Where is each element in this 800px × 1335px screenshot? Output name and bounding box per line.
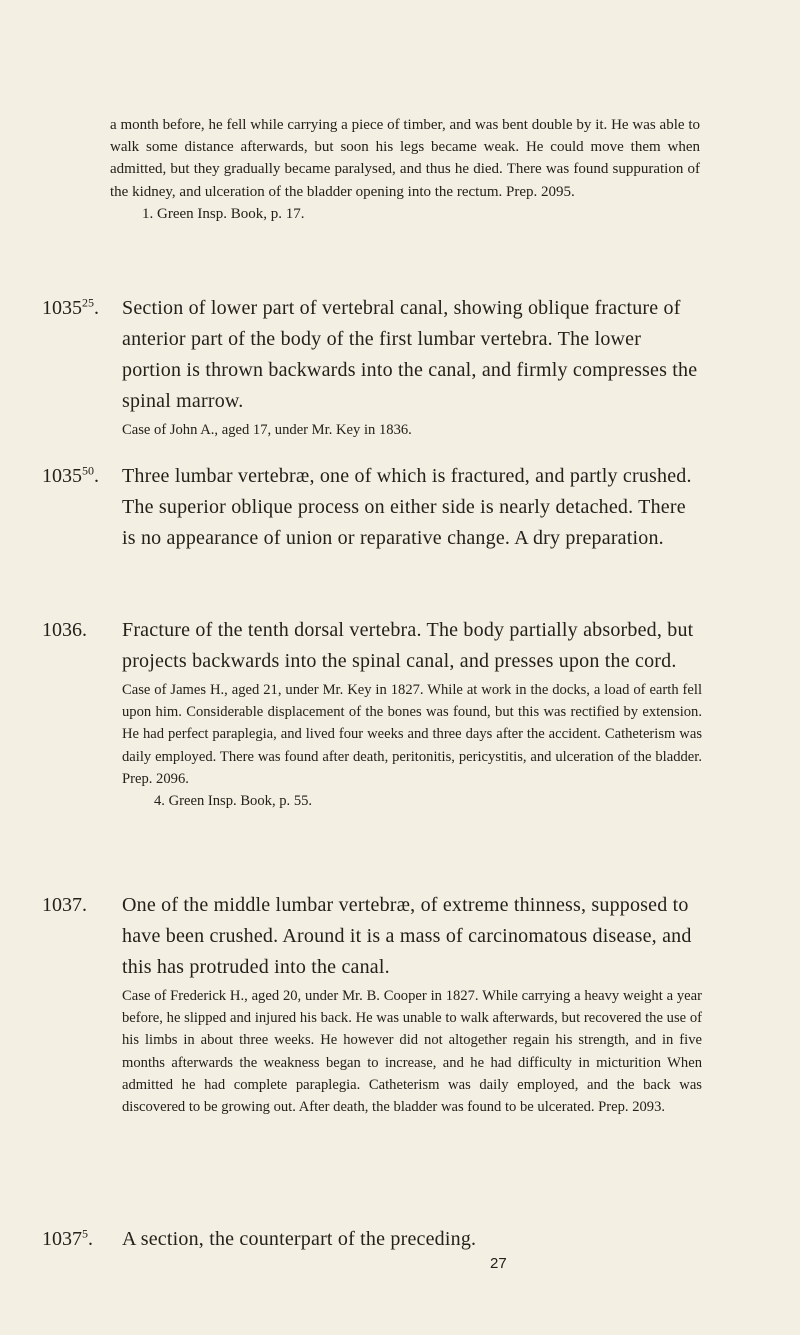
- entry-heading: One of the middle lumbar vertebræ, of extreme thinness, supposed to have been crushed. Around it is a mass of carcinomatous disease, and this has protruded into the canal.: [122, 894, 692, 978]
- catalogue-entry-1037: [42, 890, 702, 1118]
- entry-number: 1037.: [42, 894, 87, 916]
- entry-number: 1035$^{25}$.: [42, 295, 99, 319]
- entry-heading: Section of lower part of vertebral canal, showing oblique fracture of anterior part of the body of the first lumbar vertebra. The lower portion is thrown backwards into the canal, and firmly compresses the spinal marrow.: [122, 297, 698, 412]
- entry-number: 1036.: [42, 619, 87, 641]
- entry-heading: Fracture of the tenth dorsal vertebra. The body partially absorbed, but projects backwards into the spinal canal, and presses upon the cord.: [122, 619, 694, 672]
- page-number: 27: [490, 1255, 507, 1272]
- entry-heading: Three lumbar vertebræ, one of which is fractured, and partly crushed. The superior oblique process on either side is nearly detached. There is no appearance of union or reparative change. A dry preparation.: [122, 465, 692, 549]
- entry-number: 1035$^{50}$.: [42, 463, 99, 487]
- catalogue-entry-1037-5: [42, 1224, 702, 1255]
- intro-reference: 1. Green Insp. Book, p. 17.: [142, 205, 305, 222]
- entry-reference: 4. Green Insp. Book, p. 55.: [154, 793, 313, 810]
- continued-case-text: [110, 114, 700, 225]
- catalogue-entry-1035-50: [42, 461, 702, 554]
- intro-paragraph: a month before, he fell while carrying a piece of timber, and was bent double by it. He was able to walk some distance afterwards, but soon his legs became weak. He could move them when admitted, but they gradually became paralysed, and thus he died. There was found suppuration of the kidney, and ulceration of the bladder opening into the rectum. Prep. 2095.: [110, 117, 700, 200]
- entry-number: 1037$^5$.: [42, 1226, 93, 1250]
- catalogue-entry-1035-25: [42, 293, 702, 441]
- entry-heading: A section, the counterpart of the preceding.: [122, 1228, 477, 1250]
- entry-case-note: Case of James H., aged 21, under Mr. Key in 1827. While at work in the docks, a load of earth fell upon him. Considerable displacement of the bones was found, but this was rectified by extension. He had perfect paraplegia, and lived four weeks and three days after the accident. Catheterism was daily employed. There was found after death, peritonitis, pericystitis, and ulceration of the bladder. Prep. 2096. 4. Green Insp. Book, p. 55.: [122, 679, 702, 812]
- entry-case-note: Case of Frederick H., aged 20, under Mr. B. Cooper in 1827. While carrying a heavy weight a year before, he slipped and injured his back. He was unable to walk afterwards, but recovered the use of his limbs in about three weeks. He however did not altogether regain his strength, and in five months afterwards the weakness began to increase, and he had difficulty in micturition When admitted he had complete paraplegia. Catheterism was daily employed, and the back was discovered to be growing out. After death, the bladder was found to be ulcerated. Prep. 2093.: [122, 988, 702, 1116]
- catalogue-entry-1036: [42, 615, 702, 812]
- entry-case-note: Case of John A., aged 17, under Mr. Key in 1836.: [122, 422, 412, 438]
